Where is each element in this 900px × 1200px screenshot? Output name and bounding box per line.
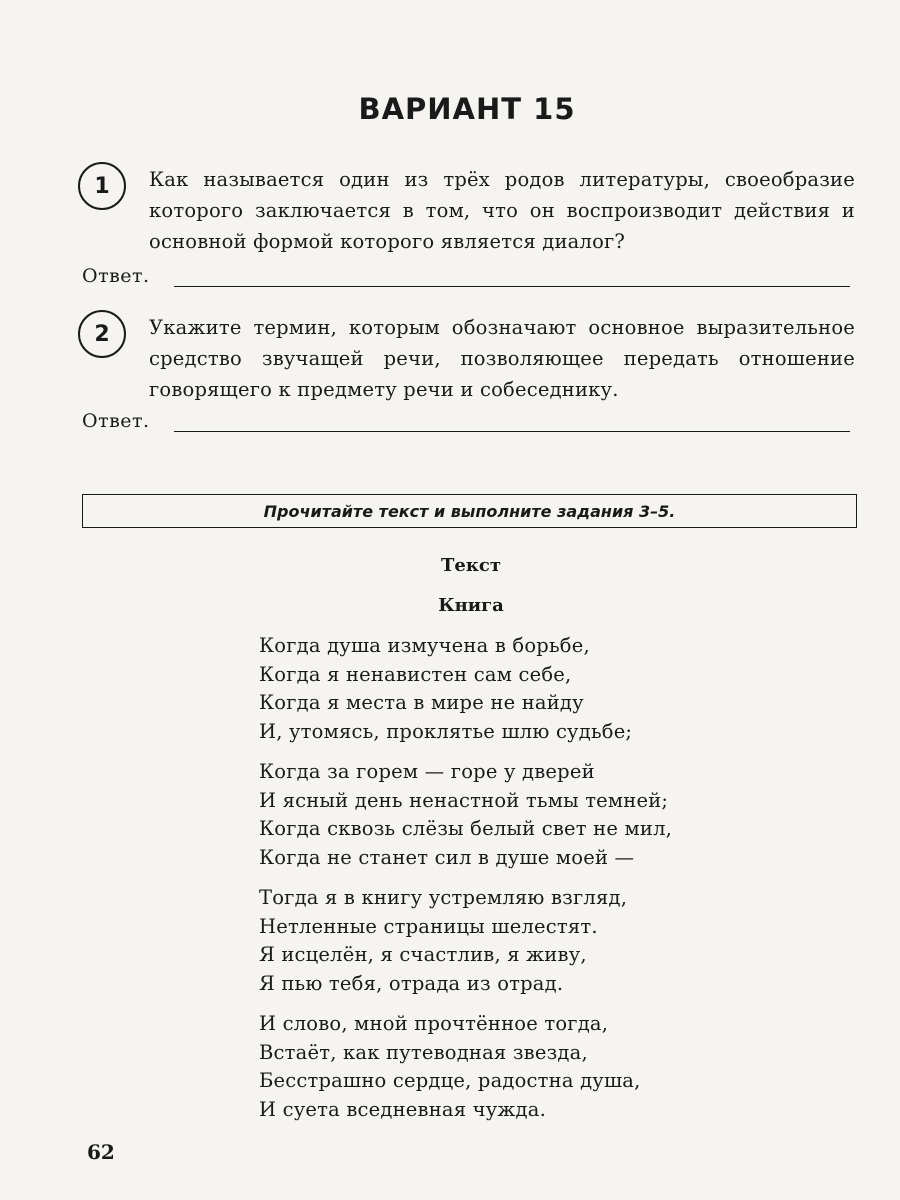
poem-line: Тогда я в книгу устремляю взгляд, (259, 886, 628, 909)
poem-stanza (259, 632, 819, 746)
poem-line: Я пью тебя, отрада из отрад. (259, 971, 564, 995)
answer-line[interactable] (174, 431, 850, 432)
task-number-badge: 1 (78, 162, 126, 210)
instruction-box: Прочитайте текст и выполните задания 3–5. (82, 494, 857, 528)
answer-label: Ответ. (82, 265, 150, 287)
answer-line[interactable] (174, 286, 850, 287)
task-1 (78, 162, 858, 262)
task-question: Как называется один из трёх родов литературы, своеобразие которого заключается в том, что он воспроизводит действия и основной формой которого является диалог? (149, 168, 855, 253)
poem-line: Когда душа измучена в борьбе, (259, 634, 590, 657)
page-number: 62 (87, 1140, 115, 1164)
task-2 (78, 310, 858, 410)
text-label: Текст (441, 555, 501, 576)
poem-line: Когда я места в мире не найду (259, 691, 584, 714)
answer-label: Ответ. (82, 410, 150, 432)
poem-line: Нетленные страницы шелестят. (259, 914, 598, 938)
poem-line: Бесстрашно сердце, радостна душа, (259, 1069, 641, 1092)
poem-line: И, утомясь, проклятье шлю судьбе; (259, 719, 633, 743)
poem-stanza (259, 758, 819, 872)
poem-stanza (259, 884, 819, 998)
poem-stanza (259, 1010, 819, 1124)
poem-line: И слово, мной прочтённое тогда, (259, 1012, 609, 1035)
answer-row-2 (82, 410, 850, 438)
poem-line: И ясный день ненастной тьмы темней; (259, 788, 669, 812)
poem-line: Когда за горем — горе у дверей (259, 760, 595, 783)
poem-line: Когда сквозь слёзы белый свет не мил, (259, 817, 673, 840)
answer-row-1 (82, 265, 850, 293)
poem-line: Когда я ненавистен сам себе, (259, 662, 572, 686)
page-title: ВАРИАНТ 15 (358, 92, 576, 126)
poem-line: Встаёт, как путеводная звезда, (259, 1040, 588, 1064)
task-question: Укажите термин, которым обозначают основное выразительное средство звучащей речи, позволяющее передать отношение говорящего к предмету речи и собеседнику. (149, 316, 855, 401)
poem-line: И суета вседневная чужда. (259, 1097, 546, 1121)
poem-title: Книга (438, 595, 504, 616)
poem (259, 632, 819, 1136)
poem-line: Я исцелён, я счастлив, я живу, (259, 943, 587, 966)
task-number-badge: 2 (78, 310, 126, 358)
poem-line: Когда не станет сил в душе моей — (259, 845, 635, 869)
